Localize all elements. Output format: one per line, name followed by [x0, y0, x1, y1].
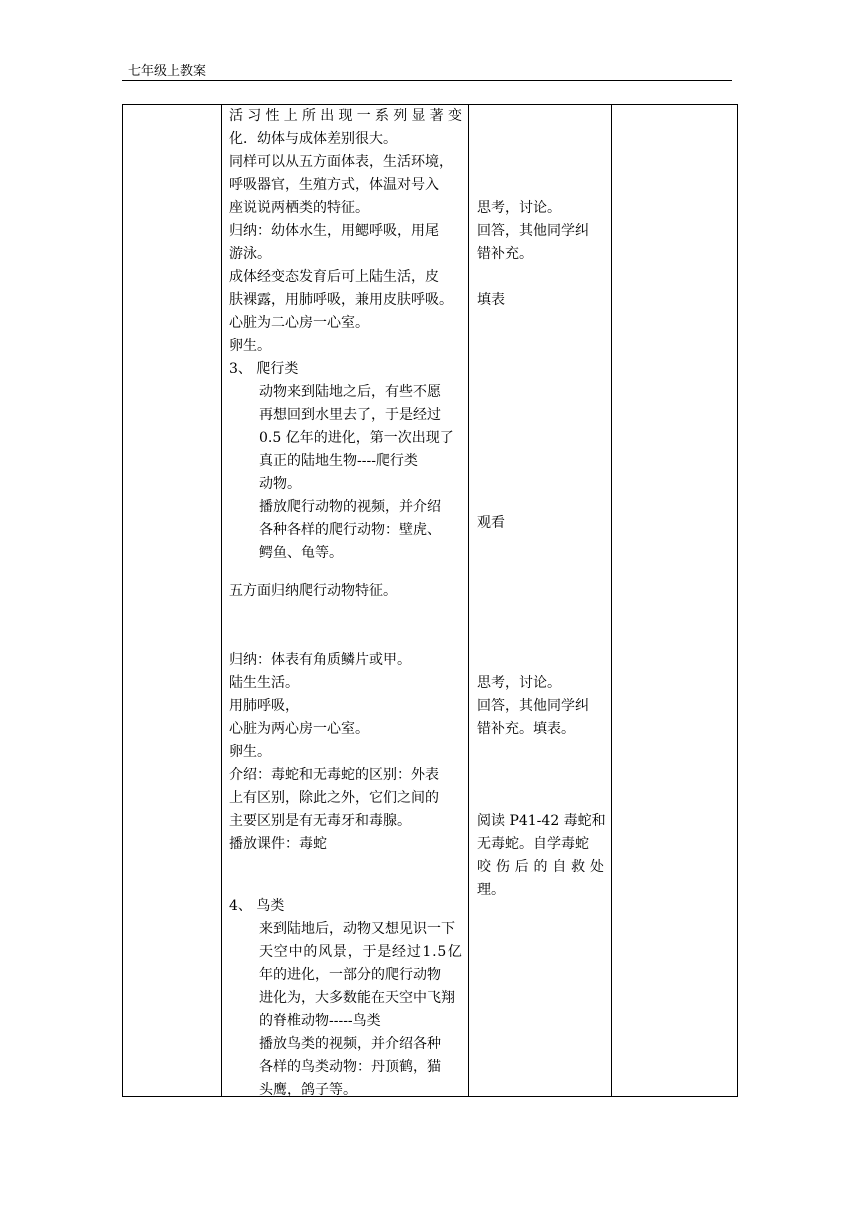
text-line: 真正的陆地生物----爬行类	[259, 453, 418, 469]
text-line: 动物。	[259, 476, 301, 492]
header-rule	[122, 80, 732, 81]
text-line: 进化为，大多数能在天空中飞翔	[259, 990, 455, 1006]
text-line: 介绍：毒蛇和无毒蛇的区别：外表	[229, 767, 439, 783]
student-activity: 阅读 P41-42 毒蛇和	[477, 813, 606, 829]
text-line: 上有区别，除此之外，它们之间的	[229, 790, 439, 806]
text-line: 陆生生活。	[229, 675, 299, 691]
text-line: 动物来到陆地之后，有些不愿	[259, 384, 441, 400]
text-line: 天 空 中 的 风 景 ， 于 是 经 过 1 . 5 亿	[259, 944, 462, 960]
column-divider	[468, 105, 469, 1096]
text-line: 主要区别是有无毒牙和毒腺。	[229, 813, 411, 829]
text-line: 播放鸟类的视频，并介绍各种	[259, 1036, 441, 1052]
page-header: 七年级上教案	[128, 64, 207, 79]
text-line: 座说说两栖类的特征。	[229, 200, 369, 216]
section-heading: 4、 鸟类	[229, 898, 285, 914]
student-activity: 错补充。填表。	[477, 721, 575, 737]
text-line: 再想回到水里去了，于是经过	[259, 407, 441, 423]
text-line: 归纳：体表有角质鳞片或甲。	[229, 652, 411, 668]
lesson-table	[122, 104, 738, 1097]
text-line: 播放爬行动物的视频，并介绍	[259, 499, 441, 515]
text-line: 活 习 性 上 所 出 现 一 系 列 显 著 变	[229, 108, 462, 124]
text-line: 心脏为两心房一心室。	[229, 721, 369, 737]
text-line: 卵生。	[229, 744, 271, 760]
column-divider	[611, 105, 612, 1096]
student-activity: 观看	[477, 515, 505, 531]
text-line: 播放课件：毒蛇	[229, 836, 327, 852]
student-activity: 思考，讨论。	[477, 675, 561, 691]
student-activity: 咬 伤 后 的 自 救 处	[477, 859, 604, 875]
text-line: 卵生。	[229, 338, 271, 354]
text-line: 0.5 亿年的进化，第一次出现了	[259, 430, 454, 446]
text-line: 各样的鸟类动物：丹顶鹤，猫	[259, 1059, 441, 1075]
text-line: 的脊椎动物-----鸟类	[259, 1013, 381, 1029]
text-line: 用肺呼吸，	[229, 698, 299, 714]
student-activity: 回答，其他同学纠	[477, 698, 589, 714]
text-line: 五方面归纳爬行动物特征。	[229, 583, 397, 599]
student-activity: 理。	[477, 882, 505, 898]
text-line: 头鹰，鸽子等。	[259, 1082, 357, 1098]
text-line: 年的进化，一部分的爬行动物	[259, 967, 441, 983]
text-line: 各种各样的爬行动物：壁虎、	[259, 522, 441, 538]
student-activity: 回答，其他同学纠	[477, 223, 589, 239]
text-line: 心脏为二心房一心室。	[229, 315, 369, 331]
student-activity: 错补充。	[477, 246, 533, 262]
student-activity: 无毒蛇。自学毒蛇	[477, 836, 589, 852]
text-line: 游泳。	[229, 246, 271, 262]
student-activity: 填表	[477, 292, 505, 308]
section-heading: 3、 爬行类	[229, 361, 299, 377]
text-line: 归纳：幼体水生，用鳃呼吸，用尾	[229, 223, 439, 239]
column-divider	[221, 105, 222, 1096]
text-line: 来到陆地后，动物又想见识一下	[259, 921, 455, 937]
text-line: 鳄鱼、龟等。	[259, 545, 343, 561]
student-activity: 思考，讨论。	[477, 200, 561, 216]
text-line: 化．幼体与成体差别很大。	[229, 131, 397, 147]
text-line: 同样可以从五方面体表，生活环境，	[229, 154, 453, 170]
text-line: 成体经变态发育后可上陆生活，皮	[229, 269, 439, 285]
text-line: 呼吸器官，生殖方式，体温对号入	[229, 177, 439, 193]
text-line: 肤裸露，用肺呼吸，兼用皮肤呼吸。	[229, 292, 453, 308]
